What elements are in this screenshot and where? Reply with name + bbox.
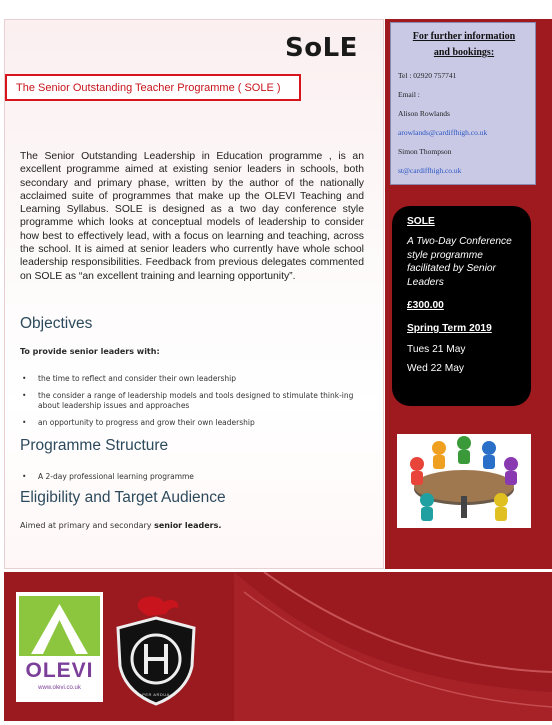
list-item: • the time to reflect and consider their own leadership	[22, 374, 237, 383]
eligibility-heading: Eligibility and Target Audience	[20, 489, 226, 506]
school-crest	[108, 594, 204, 706]
bullet-icon: •	[22, 391, 27, 400]
list-item: • the consider a range of leadership models and tools designed to stimulate think-ing about leadership issues and approaches	[22, 391, 354, 410]
list-item: • A 2-day professional learning programme	[22, 472, 194, 481]
olevi-logo	[16, 592, 103, 702]
contact2-name: Simon Thompson	[398, 147, 452, 156]
bullet-icon: •	[22, 374, 27, 383]
eligibility-text: Aimed at primary and secondary senior leaders.	[20, 521, 222, 530]
page-title: SoLE	[285, 33, 358, 63]
info-heading-line1: For further information	[412, 31, 516, 42]
telephone-text: Tel : 02920 757741	[398, 71, 457, 80]
intro-paragraph: The Senior Outstanding Leadership in Education programme , is an excellent programme aimed at existing senior leaders in schools, both secondary and primary phase, written by the author of the nationally acclaimed suite of programmes that make up the OLEVI Teaching and Learning Syllabus. SOLE is designed as a two day conference style programme which looks at conceptual models of leadership to consider how best to effectively lead, with a focus on learning and teaching, across the school. It is aimed at senior leaders who currently have whole school leadership responsibilities. Feedback from previous delegates commented on SOLE as “an excellent training and learning opportunity”.	[20, 151, 364, 282]
subtitle-box	[5, 74, 301, 101]
contact1-email-link[interactable]: arowlands@cardiffhigh.co.uk	[398, 128, 488, 137]
objectives-list	[20, 374, 365, 435]
list-item: • an opportunity to progress and grow their own leadership	[22, 418, 255, 427]
dragon-crest-icon	[108, 594, 204, 706]
meeting-table-icon	[397, 434, 531, 528]
objectives-heading: Objectives	[20, 315, 93, 332]
olevi-url-text: www.olevi.co.uk	[38, 685, 81, 691]
event-date-1: Tues 21 May	[407, 344, 466, 355]
event-term: Spring Term 2019	[407, 323, 492, 334]
info-heading-line2: and bookings:	[433, 47, 495, 58]
structure-list	[20, 472, 365, 489]
event-details-box	[392, 206, 531, 406]
contact1-name: Alison Rowlands	[398, 109, 450, 118]
bullet-icon: •	[22, 418, 27, 427]
event-description: A Two-Day Conference style programme facilitated by Senior Leaders	[407, 236, 512, 288]
objectives-lead: To provide senior leaders with:	[20, 347, 160, 356]
structure-heading: Programme Structure	[20, 437, 169, 454]
olevi-logo-text: OLEVI	[25, 659, 94, 682]
bullet-icon: •	[22, 472, 27, 481]
contact2-email-link[interactable]: st@cardiffhigh.co.uk	[398, 166, 462, 175]
event-date-2: Wed 22 May	[407, 363, 465, 374]
subtitle-text: The Senior Outstanding Teacher Programme ( SOLE )	[16, 82, 281, 94]
meeting-illustration	[397, 434, 531, 528]
email-label: Email :	[398, 90, 420, 99]
contact-info-box	[390, 22, 536, 185]
crest-motto: PER ARDUA	[142, 692, 170, 697]
event-price: £300.00	[407, 300, 444, 311]
event-name: SOLE	[407, 216, 435, 227]
